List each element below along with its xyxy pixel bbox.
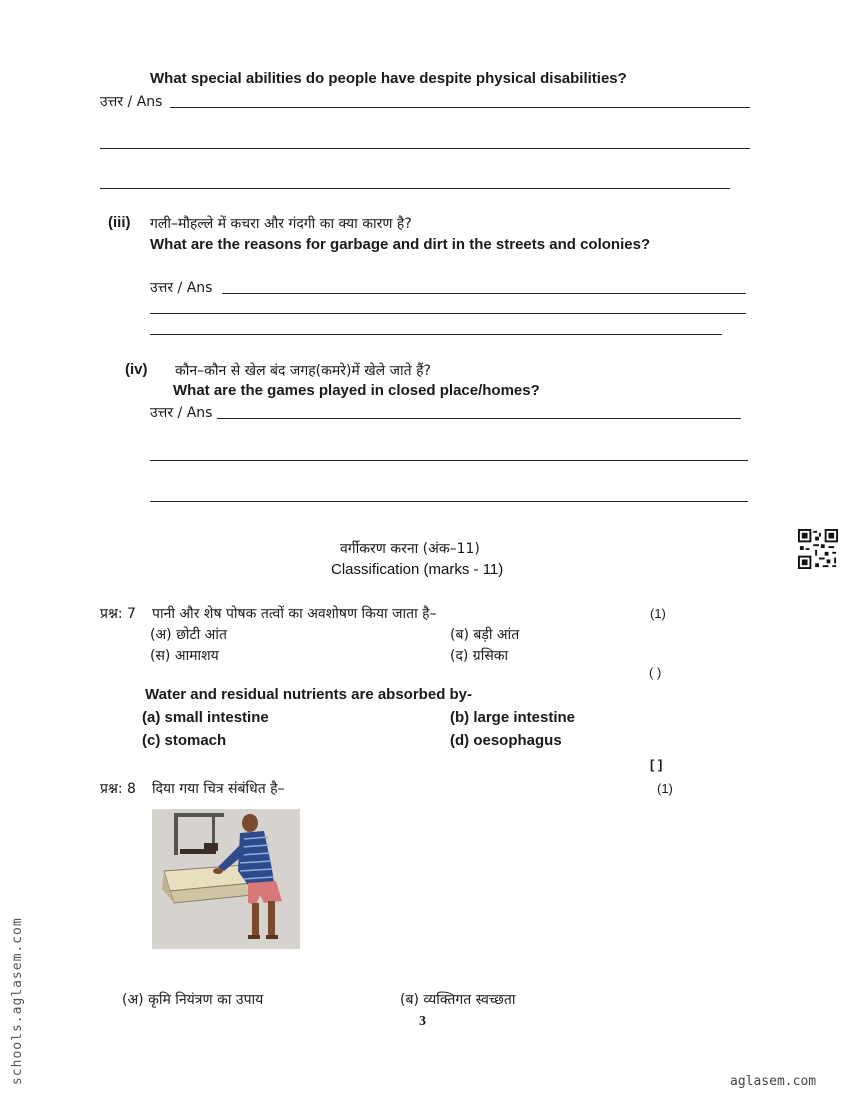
question-iv-answer-label: उत्तर / Ans xyxy=(150,405,213,421)
answer-line xyxy=(150,501,748,502)
question-7-option-c-hi: (स) आमाशय xyxy=(150,648,219,664)
question-7-option-b-en: (b) large intestine xyxy=(450,709,576,726)
section-heading-english: Classification (marks - 11) xyxy=(331,561,504,578)
question-7-option-a-hi: (अ) छोटी आंत xyxy=(150,627,227,643)
answer-line xyxy=(170,107,750,108)
question-8-label: प्रश्न: 8 xyxy=(100,781,136,797)
question-7-answer-box-hi: ( ) xyxy=(649,665,662,680)
footer-watermark: aglasem.com xyxy=(730,1074,817,1089)
question-8-marks: (1) xyxy=(657,781,673,796)
question-number-iii: (iii) xyxy=(108,214,131,231)
prev-answer-label: उत्तर / Ans xyxy=(100,94,163,110)
question-7-option-d-en: (d) oesophagus xyxy=(450,732,562,749)
answer-line xyxy=(100,188,730,189)
answer-line xyxy=(100,148,750,149)
question-iii-answer-label: उत्तर / Ans xyxy=(150,280,213,296)
answer-line xyxy=(217,418,741,419)
question-iv-english: What are the games played in closed place/homes? xyxy=(173,382,540,399)
question-7-hindi: पानी और शेष पोषक तत्वों का अवशोषण किया जाता है– xyxy=(152,606,437,622)
answer-line xyxy=(222,293,746,294)
question-iv-hindi: कौन–कौन से खेल बंद जगह(कमरे)में खेले जाते हैं? xyxy=(175,363,431,379)
question-8-option-a-hi: (अ) कृमि नियंत्रण का उपाय xyxy=(122,992,264,1008)
question-7-option-b-hi: (ब) बड़ी आंत xyxy=(450,627,520,643)
question-8-option-b-hi: (ब) व्यक्तिगत स्वच्छता xyxy=(400,992,516,1008)
answer-line xyxy=(150,334,722,335)
page-number: 3 xyxy=(419,1014,426,1029)
answer-line xyxy=(150,313,746,314)
question-iii-hindi: गली–मौहल्ले में कचरा और गंदगी का क्या कारण है? xyxy=(150,216,412,232)
question-7-option-c-en: (c) stomach xyxy=(142,732,227,749)
question-7-english: Water and residual nutrients are absorbed by- xyxy=(145,686,473,703)
question-iii-english: What are the reasons for garbage and dirt in the streets and colonies? xyxy=(150,236,651,253)
question-7-answer-box-en: [ ] xyxy=(650,757,663,772)
handwashing-illustration xyxy=(152,809,300,949)
qr-code-icon xyxy=(798,529,838,569)
prev-question-english: What special abilities do people have despite physical disabilities? xyxy=(150,70,627,87)
question-7-option-a-en: (a) small intestine xyxy=(142,709,269,726)
question-number-iv: (iv) xyxy=(125,361,148,378)
sidebar-watermark: schools.aglasem.com xyxy=(10,917,25,1085)
question-7-marks: (1) xyxy=(650,606,666,621)
question-7-label: प्रश्न: 7 xyxy=(100,606,136,622)
question-7-option-d-hi: (द) ग्रसिका xyxy=(450,648,509,664)
section-heading-hindi: वर्गीकरण करना (अंक–11) xyxy=(340,541,480,557)
question-8-hindi: दिया गया चित्र संबंधित है– xyxy=(152,781,285,797)
answer-line xyxy=(150,460,748,461)
